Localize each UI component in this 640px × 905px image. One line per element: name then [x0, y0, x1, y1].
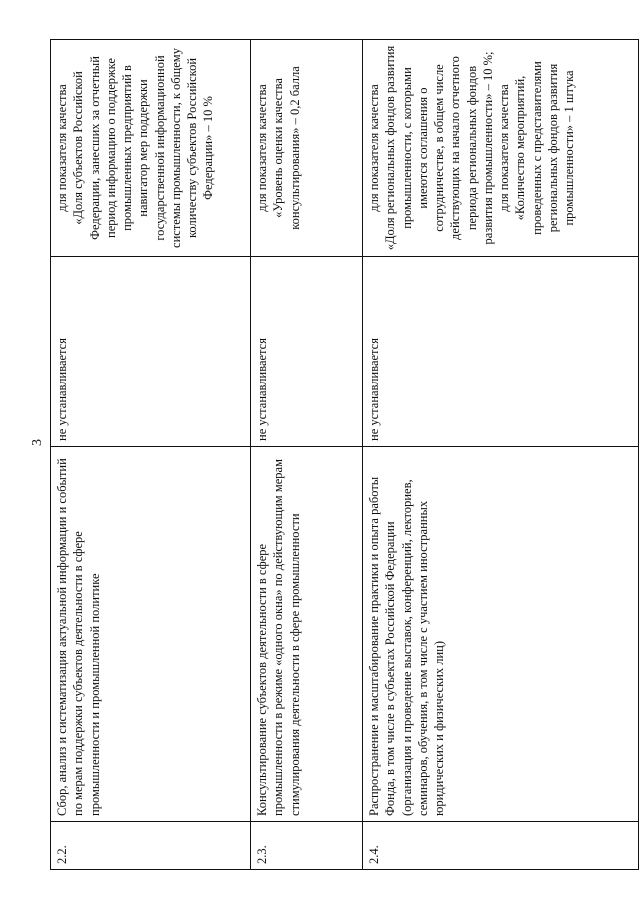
- rotated-table-container: [50, 40, 638, 870]
- row-description: Консультирование субъектов деятельности в сфере промышленности в режиме «одного окна» по действующим мерам стимулирования деятельности в сфере промышленности: [251, 447, 363, 822]
- indicator-line: для показателя качества: [55, 84, 69, 212]
- table-row: [251, 40, 363, 870]
- row-status: не устанавливается: [251, 257, 363, 447]
- indicator-line: для показателя качества: [367, 84, 381, 212]
- indicator-line: для показателя качества: [497, 84, 511, 212]
- indicator-line: «Доля региональных фондов развития промышленности, с которыми имеются соглашения о сотрудничестве, в общем числе действующих на начало отчетного периода региональных фондов развития промышленности» – 10 %;: [383, 45, 495, 251]
- indicator-line: «Доля субъектов Российской Федерации, занесших за отчетный период информацию о поддержке промышленных предприятий в навигатор мер поддержки государственной информационной системы промышленности, к общему количеству субъектов Российской Федерации» – 10 %: [71, 48, 216, 248]
- table-row: [363, 40, 639, 870]
- indicator-line: «Количество мероприятий, проведенных с представителями региональных фондов развития промышленности» – 1 штука: [513, 61, 576, 235]
- row-indicator: [51, 40, 251, 257]
- row-description: Распространение и масштабирование практики и опыта работы Фонда, в том числе в субъектах Российской Федерации (организация и проведение выставок, конференций, лекториев, семинаров, обучения, в том числе с участием иностранных юридических и физических лиц): [363, 447, 639, 822]
- page-number: 3: [30, 439, 45, 446]
- row-status: не устанавливается: [363, 257, 639, 447]
- row-number: 2.2.: [51, 822, 251, 870]
- measures-table: [50, 39, 639, 870]
- row-status: не устанавливается: [51, 257, 251, 447]
- table-row: [51, 40, 251, 870]
- row-indicator: [363, 40, 639, 257]
- row-number: 2.4.: [363, 822, 639, 870]
- indicator-line: для показателя качества: [255, 84, 269, 212]
- row-number: 2.3.: [251, 822, 363, 870]
- row-indicator: [251, 40, 363, 257]
- row-description: Сбор, анализ и систематизация актуальной информации и событий по мерам поддержки субъектов деятельности в сфере промышленности и промышленной политике: [51, 447, 251, 822]
- indicator-line: «Уровень оценки качества консультирования» – 0,2 балла: [271, 66, 302, 230]
